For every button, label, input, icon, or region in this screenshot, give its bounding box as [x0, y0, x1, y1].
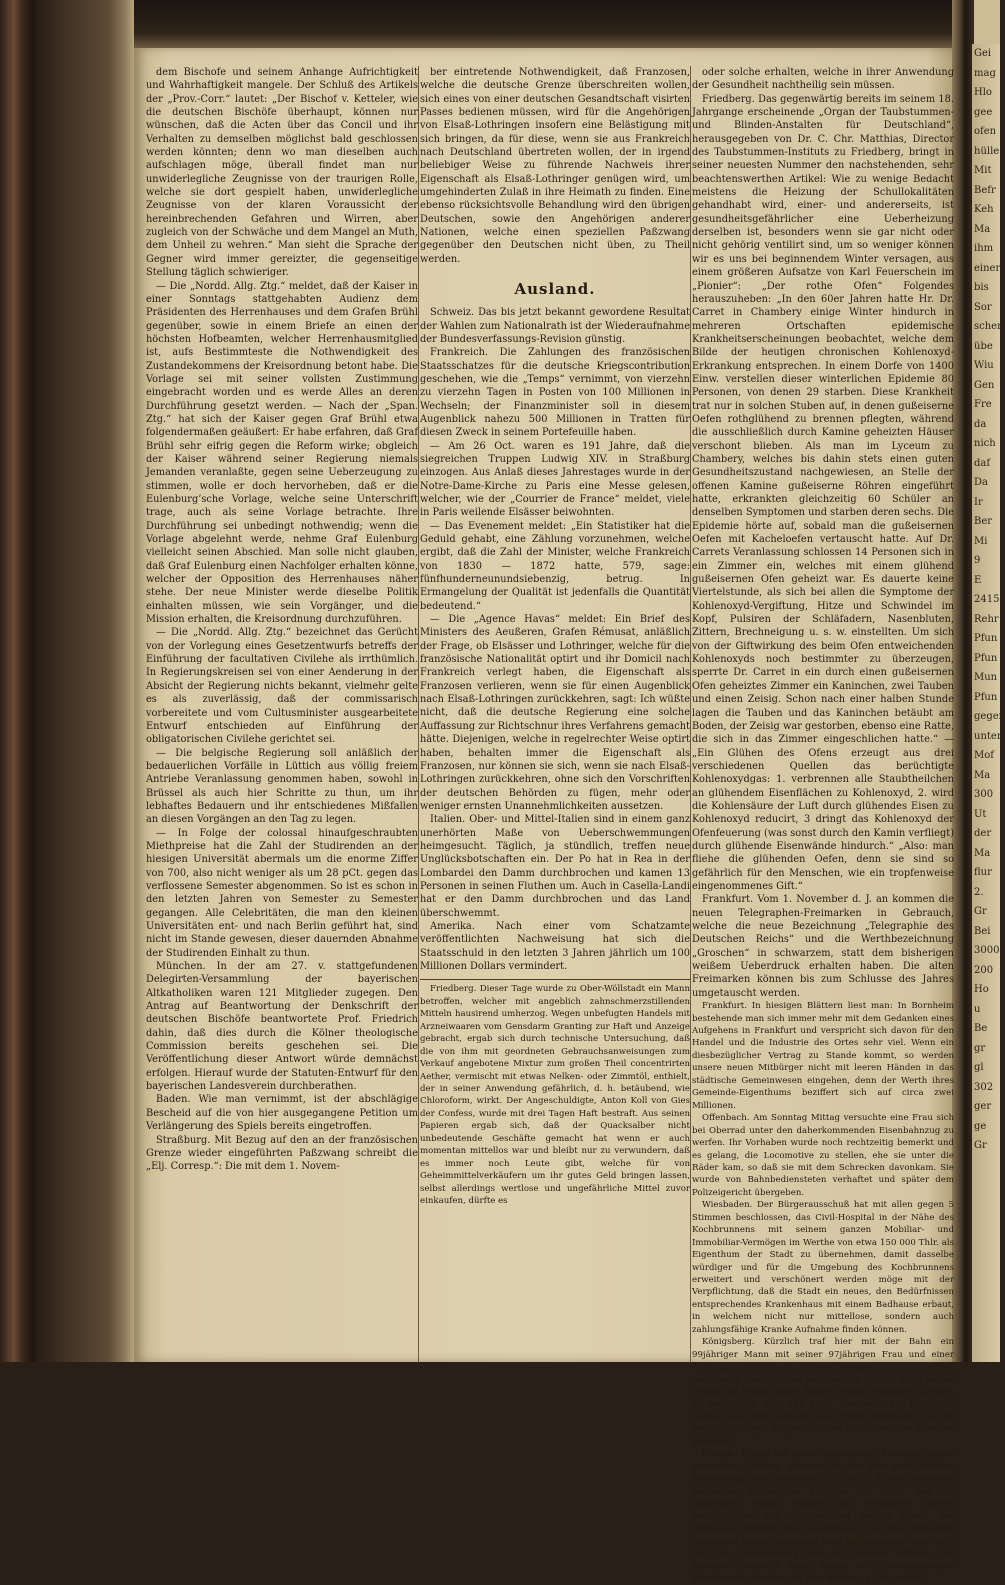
- margin-fragment: Befr: [974, 184, 996, 196]
- margin-fragment: E: [974, 574, 982, 586]
- margin-fragment: 2.: [974, 886, 984, 898]
- margin-fragment: der: [974, 828, 992, 839]
- margin-fragment: Pfun: [974, 652, 998, 664]
- column-2: [420, 66, 690, 1362]
- margin-fragment: Hlo: [974, 87, 992, 98]
- margin-fragment: Pfun: [974, 633, 998, 644]
- margin-fragment: Da: [974, 477, 988, 488]
- margin-fragment: Ma: [974, 769, 991, 781]
- margin-fragment: Mi: [974, 535, 988, 547]
- margin-fragment: Gen: [974, 379, 995, 391]
- margin-fragment: ge: [974, 1120, 987, 1132]
- margin-fragment: 2415: [974, 594, 1000, 605]
- margin-fragment: Pfun: [974, 691, 998, 703]
- margin-fragment: Ber: [974, 516, 993, 527]
- margin-fragment: schen: [974, 321, 1004, 332]
- margin-fragment: Rehr: [974, 613, 999, 625]
- article-paragraph: oder solche erhalten, welche in ihrer Anwendung der Gesundheit nachtheilig sein müssen.: [692, 67, 954, 92]
- page-top-shadow: [134, 0, 974, 48]
- margin-fragment: Wiu: [974, 360, 994, 371]
- margin-fragment: u: [974, 1003, 981, 1015]
- margin-fragment: flur: [974, 867, 992, 878]
- local-news-paragraph: Offenbach. Am Sonntag Mittag versuchte eine Frau sich bei Oberrad unter den daherkommenden Eisenbahnzug zu werfen. Ihr Vorhaben wurde noch rechtzeitig bemerkt und es gelang, die Locomotive zu stellen, ehe sie unter die Räder kam, so daß sie mit dem Schrecken davonkam. Sie wurde von Bahnbediensteten verhaftet und später dem Polizeigericht übergeben.: [692, 1113, 954, 1198]
- margin-fragment: bis: [974, 282, 989, 293]
- article-paragraph: Schweiz. Das bis jetzt bekannt gewordene Resultat der Wahlen zum Nationalrath ist der Wiederaufnahme der Bundesverfassungs-Revision günstig.: [420, 307, 690, 345]
- margin-fragment: gee: [974, 106, 993, 118]
- article-paragraph: ber eintretende Nothwendigkeit, daß Franzosen, welche die deutsche Grenze überschreiten wollen, sich eines von einer deutschen Gesandtschaft visirten Passes bedienen müssen, wird für die Angehörigen von Elsaß-Lothringen insofern eine Belästigung mit sich bringen, da für diese, wenn sie aus Frankreich nach Deutschland übertreten wollen, der in irgend beliebiger Weise zu führende Nachweis ihrer Eigenschaft als Elsaß-Lothringer genügen wird, um umgehinderten Zulaß in ihre Heimath zu finden. Eine ebenso rücksichtsvolle Behandlung wird den übrigen Deutschen, sowie den Angehörigen anderer Nationen, welche einen speziellen Paßzwang gegenüber den Deutschen nicht üben, zu Theil werden.: [420, 67, 690, 265]
- column-rule: [418, 66, 419, 1362]
- margin-fragment: Ut: [974, 808, 987, 820]
- margin-fragment: gl: [974, 1062, 984, 1073]
- article-paragraph: Frankfurt. Vom 1. November d. J. an kommen die neuen Telegraphen-Freimarken in Gebrauch, welche die neue Bezeichnung „Telegraphie des Deutschen Reichs“ und die Werthbezeichnung „Groschen“ in schwarzem, statt dem bisherigen weißem Ueberdruck erhalten haben. Die alten Freimarken können bis zum Schlusse des Jahres umgetauscht werden.: [692, 894, 954, 999]
- margin-fragment: Gr: [974, 1140, 987, 1151]
- margin-fragment: Ir: [974, 496, 983, 508]
- column-3: [692, 66, 954, 1584]
- margin-fragment: gr: [974, 1042, 986, 1054]
- margin-fragment: Mit: [974, 165, 992, 176]
- book-gutter: [952, 0, 974, 1362]
- local-news-paragraph: Friedberg. Dieser Tage wurde zu Ober-Wöllstadt ein Mann betroffen, welcher mit angeblich zahnschmerzstillenden Mitteln hausirend umherzog. Wegen unbefugten Handels mit Arzneiwaaren vom Gensdarm Granting zur Haft und Anzeige gebracht, ergab sich durch technische Untersuchung, daß die von ihm mit geordneten Gebrauchsanweisungen zum Verkauf angebotene Mixtur zum großen Theil concentrirten Aether, vermischt mit etwas Nelken- oder Zimmtöl, enthielt, der in seiner Anwendung gefährlich, d. h. betäubend, wie Chloroform, wirkt. Der Angeschuldigte, Anton Koll von Gies der Confess, wurde mit drei Tagen Haft bestraft. Aus seinen Papieren ergab sich, daß der Quacksalber nicht unbedeutende Geschäfte gemacht hat wenn er auch momentan mittellos war und bleibt nur zu verwundern, daß es immer noch Leute gibt, welche für von Geheimmittelverkäufern um ihr gutes Geld bringen lassen, selbst allerdings wertlose und ungefährliche Mittel zuvor einkaufen, dürfte es: [420, 984, 690, 1207]
- margin-fragment: Fre: [974, 399, 992, 410]
- margin-fragment: da: [974, 418, 987, 430]
- article-paragraph: — Das Evenement meldet: „Ein Statistiker hat die Geduld gehabt, eine Zählung vorzunehmen, welche ergibt, daß die Zahl der Minister, welche Frankreich von 1830 — 1872 hatte, 579, sage: fünfhunderneunundsiebenzig, betrug. In Ermangelung der Qualität ist jedenfalls die Quantität bedeutend.“: [420, 520, 690, 612]
- article-paragraph: — Die „Nordd. Allg. Ztg.“ bezeichnet das Gerücht von der Vorlegung eines Gesetzentwurfs betreffs der Einführung der facultativen Civilehe als irrthümlich. In Regierungskreisen sei von einer Aenderung in der Absicht der Regierung nichts bekannt, vielmehr gelte es als zuverlässig, daß der commissarisch vorbereitete und vom Cultusminister ausgearbeitete Entwurf entschieden auf Einführung der obligatorischen Civilehe gerichtet sei.: [146, 627, 418, 746]
- section-divider: [420, 979, 690, 980]
- local-news-paragraph: Lüttich. Ueber die schon berichteten Beschimpfungen deutscher Soldaten gelegentlich der hier stattgehabten Einweihung eines Denkmals für die im Kriege gefallenen belgischen Freiwilligen erfahren wir noch, daß die Ruhestörer einige Fahnen mit deutschen Farben herabgerissen und die Ordnung gestört haben. Der belgische Minister des Auswärtigen hat den deutschen Gesandten seines Bedauerns über die Vorgänge versichert, und die Untersuchung wird mit Strenge geführt. Der deutsche Gesandte hatte wegen der Polizeimaßregeln Beschwerde erhoben, die ihre Wirkung nicht verfehlt.: [692, 1449, 954, 1584]
- margin-fragment: ofen: [974, 126, 997, 137]
- margin-fragment: Ma: [974, 223, 991, 235]
- margin-fragment: 9: [974, 555, 981, 566]
- margin-fragment: Gr: [974, 906, 987, 917]
- section-heading: Ausland.: [514, 280, 596, 299]
- margin-fragment: Mof: [974, 750, 994, 761]
- column-rule: [690, 66, 691, 1362]
- margin-fragment: Sor: [974, 301, 992, 313]
- margin-fragment: Mun: [974, 672, 998, 683]
- local-news-paragraph: Wiesbaden. Der Bürgerausschuß hat mit allen gegen 5 Stimmen beschlossen, das Civil-Hospital in der Nähe des Kochbrunnens mit seinem ganzen Mobiliar- und Immobiliar-Vermögen im Werthe von etwa 150 000 Thlr. als Eigenthum der Stadt zu übernehmen, damit dasselbe würdiger und für die Umgebung des Kochbrunnens erweitert und verschönert werden möge mit der Verpflichtung, daß die Stadt ein neues, den Bedürfnissen entsprechendes Krankenhaus mit einem Badhause erbaut, in welchem nicht nur mittellose, sondern auch zahlungsfähige Kranke Aufnahme finden können.: [692, 1200, 954, 1335]
- article-paragraph: — Die „Agence Havas“ meldet: Ein Brief des Ministers des Aeußeren, Grafen Rémusat, anläßlich der Frage, ob Elsässer und Lothringer, welche für die französische Nationalität optirt und ihr Domicil nach Frankreich verlegt haben, die Eigenschaft als Franzosen verlieren, wenn sie für einen Augenblick nach Elsaß-Lothringen zurückkehren, sagt: Ich wüßte nicht, daß die deutsche Regierung eine solche Auffassung zur Richtschnur ihres Verfahrens gemacht hätte. Diejenigen, welche in regelrechter Weise optirt haben, behalten immer die Eigenschaft als Franzosen, nur können sie sich, wenn sie nach Elsaß-Lothringen zurückkehren, ohne sich den Vorschriften der deutschen Behörden zu fügen, mehr oder weniger ernsten Unannehmlichkeiten aussetzen.: [420, 614, 690, 812]
- margin-fragment: 300: [974, 789, 994, 800]
- article-paragraph: dem Bischofe und seinem Anhange Aufrichtigkeit und Wahrhaftigkeit mangele. Der Schluß des Artikels der „Prov.-Corr.“ lautet: „Der Bischof v. Ketteler, wie die deutschen Bischöfe überhaupt, können nur wünschen, daß die Acten über das Concil und ihr Verhalten zu demselben möglichst bald geschlossen werden könnten; denn wo man dieselben auch aufschlagen möge, überall findet man nur unwiderlegliche Zeugnisse von der traurigen Rolle, welche sie dort gespielt haben, unwiderlegliche Zeugnisse von der klaren Voraussicht der hereinbrechenden Gefahren und Wirren, aber zugleich von der Schwäche und dem Mangel an Muth, dem Unheil zu wehren.“ Man sieht die Sprache der Gegner wird immer gereizter, die gegenseitige Stellung täglich schwieriger.: [146, 67, 418, 279]
- margin-fragment: unter: [974, 730, 1002, 742]
- article-paragraph: Amerika. Nach einer vom Schatzamte veröffentlichten Nachweisung hat sich die Staatsschuld in den letzten 3 Jahren jährlich um 100 Millionen Dollars vermindert.: [420, 920, 690, 972]
- article-paragraph: Frankreich. Die Zahlungen des französischen Staatsschatzes für die deutsche Kriegscontribution geschehen, wie die „Temps“ vernimmt, von vierzehn zu vierzehn Tagen in Posten von 100 Millionen in Wechseln; der Finanzminister soll in diesem Augenblick nahezu 500 Millionen in Tratten für diesen Zweck in seinem Portefeuille haben.: [420, 347, 690, 439]
- margin-fragment: Bei: [974, 925, 991, 937]
- margin-fragment: Gei: [974, 48, 992, 59]
- margin-fragment: 200: [974, 964, 994, 976]
- margin-fragment: gegen: [974, 711, 1005, 722]
- margin-fragment: 3000: [974, 945, 1000, 956]
- article-paragraph: — In Folge der colossal hinaufgeschraubten Miethpreise hat die Zahl der Studirenden an der hiesigen Universität abermals um die enorme Ziffer von 700, also nicht weniger als um 28 pCt. gegen das verflossene Semester abgenommen. So ist es schon in den letzten Jahren von Semester zu Semester gegangen. Alle Celebritäten, die man den kleinen Universitäten ent- und nach Berlin geführt hat, sind nicht im Stande gewesen, dieser dauernden Abnahme der Studirenden Einhalt zu thun.: [146, 827, 418, 959]
- margin-fragment: daf: [974, 457, 991, 469]
- adjacent-page-fragment: [972, 44, 1005, 1362]
- margin-fragment: 302: [974, 1081, 994, 1093]
- article-paragraph: — Am 26 Oct. waren es 191 Jahre, daß die siegreichen Truppen Ludwig XIV. in Straßburg einzogen. Aus Anlaß dieses Jahrestages wurde in der Notre-Dame-Kirche zu Paris eine Messe gelesen, welcher, wie der „Courrier de France“ meldet, viele in Paris weilende Elsässer beiwohnten.: [420, 440, 690, 519]
- margin-fragment: einer: [974, 262, 1001, 274]
- margin-fragment: Be: [974, 1023, 988, 1034]
- margin-fragment: hülle: [974, 145, 1000, 157]
- article-paragraph: Italien. Ober- und Mittel-Italien sind in einem ganz unerhörten Maße von Ueberschwemmungen heimgesucht. Täglich, ja stündlich, treffen neue Unglücksbotschaften ein. Der Po hat in Rea in der Lombardei den Damm durchbrochen und kamen 13 Personen in seinen Fluthen um. Auch in Casella-Landi hat er den Damm durchbrochen und das Land überschwemmt.: [420, 814, 690, 919]
- column-1: [146, 66, 418, 1362]
- article-paragraph: Friedberg. Das gegenwärtig bereits im seinem 18. Jahrgange erscheinende „Organ der Taubstummen- und Blinden-Anstalten für Deutschland“, herausgegeben von Dr. C. Chr. Matthias, Director des Taubstummen-Instituts zu Friedberg, bringt in seiner neuesten Nummer den nachstehenden, sehr beachtenswerthen Artikel: Wie zu wenige Bedacht meistens die Heizung der Schullokalitäten gehandhabt wird, einer- und andererseits, ist gesundheitsgefährlicher eine Ueberheizung derselben ist, besonders wenn sie gar nicht oder nicht gehörig ventilirt sind, um so weniger können wir es uns bei beginnendem Winter versagen, aus einem größeren Aufsatze von Karl Feuerschein im „Pionier“: „Der rothe Ofen“ Folgendes herauszuheben: „In den 60er Jahren hatte Hr. Dr. Carret in Chambery einige Winter hindurch in mehreren Ortschaften epidemische Krankheitserscheinungen beobachtet, welche dem Bilde der heutigen chronischen Kohlenoxyd-Erkrankung entsprechen. In einem Dorfe von 1400 Einw. verstellen dieser winterlichen Epidemie 80 Personen, von denen 29 starben. Diese Krankheit trat nur in solchen Stuben auf, in denen gußeiserne Oefen rothglühend zu brennen pflegten, während die ausschließlich durch Kamine geheizten Häuser verschont blieben. Als man im Lyceum zu Chambery, welches bis dahin stets einen guten Gesundheitszustand nachgewiesen, an Stelle der offenen Kamine gußeiserne Röhren eingeführt hatte, erkrankten gleichzeitig 60 Schüler an denselben Symptomen und starben deren sechs. Die Epidemie hörte auf, sobald man die gußeisernen Oefen mit Kacheloefen vertauscht hatte. Auf Dr. Carrets Veranlassung schlossen 14 Personen sich in ein Zimmer ein, welches mit einem glühend gußeisernen Ofen geheizt war. Es dauerte keine Viertelstunde, als sich bei allen die Symptome der Kohlenoxyd-Vergiftung, Hitze und Schwindel im Kopf, Pulsiren der Schläfadern, Nasenbluten, Zittern, Brechneigung u. s. w. einstellten. Um sich von der Giftwirkung des beim Ofen entweichenden Kohlenoxyds noch bestimmter zu überzeugen, sperrte Dr. Carret in ein durch einen gußeisernen Ofen geheiztes Zimmer ein Kaninchen, zwei Tauben und einen Zeisig. Schon nach einer halben Stunde lagen die Tauben und das Kaninchen betäubt am Boden, der Zeisig war gestorben, ebenso eine Ratte, die sich in das Zimmer eingeschlichen hatte.“ — „Ein Glühen des Ofens erzeugt aus drei verschiedenen Quellen das berüchtigte Kohlenoxydgas: 1. verbrennen alle Staubtheilchen an glühendem Eisenflächen zu Kohlenoxyd, 2. wird die Kohlensäure der Luft durch glühendes Eisen zu Kohlenoxyd reducirt, 3 dringt das Kohlenoxyd der Ofenfeuerung (was sonst durch den Kamin verfliegt) durch glühende Eisenwände hindurch.“ „Also: man fliehe die glühenden Oefen, denn sie sind so gefährlich für den Menschen, wie ein tropfenweise eingenommenes Gift.“: [692, 93, 954, 892]
- article-paragraph: — Die „Nordd. Allg. Ztg.“ meldet, daß der Kaiser in einer Sonntags stattgehabten Audienz dem Präsidenten des Herrenhauses und dem Grafen Brühl gegenüber, sowie in einem Briefe an einen der höchsten Hofbeamten, welcher Herrenhausmitglied ist, aufs Bestimmteste die Nothwendigkeit des Zustandekommens der Kreisordnung betont habe. Die Vorlage sei mit seiner vollsten Zustimmung eingebracht worden und es werde Alles an deren Durchführung gesetzt werden. — Nach der „Span. Ztg.“ hat sich der Kaiser gegen Graf Brühl etwa folgendermaßen geäußert: Er habe erfahren, daß Graf Brühl sehr eifrig gegen die Reform wirke; obgleich der Kaiser während seiner Regierung niemals Jemanden veranlaßte, gegen seine Ueberzeugung zu stimmen, wolle er doch hervorheben, daß er die Eulenburg’sche Vorlage, welche seine Unterschrift trage, auch als seine Vorlage betrachte. Ihre Durchführung sei unbedingt nothwendig; wenn die Vorlage abgelehnt werde, nehme Graf Eulenburg vielleicht seinen Abschied. Man solle nicht glauben, daß Graf Eulenburg einen Nachfolger erhalten könne, welcher der Opposition des Herrenhauses näher stehe. Der neue Minister werde dieselbe Politik einhalten müssen, wie sein Vorgänger, und die Mission erhalten, die Kreisordnung durchzuführen.: [146, 280, 418, 626]
- article-paragraph: München. In der am 27. v. stattgefundenen Delegirten-Versammlung der bayerischen Altkatholiken waren 121 Mitglieder zugegen. Den Antrag auf Beantwortung der Denkschrift der deutschen Bischöfe beantwortete Prof. Friedrich dahin, daß dies durch die Kölner theologische Commission bereits geschehen sei. Die Veröffentlichung dieser Antwort würde demnächst erfolgen. Hierauf wurde der Statuten-Entwurf für den bayerischen Landesverein durchberathen.: [146, 961, 418, 1093]
- article-paragraph: — Die belgische Regierung soll anläßlich der bedauerlichen Vorfälle in Lüttich aus völlig freiem Antriebe Veranlassung genommen haben, sowohl in Brüssel als auch hier Schritte zu thun, um ihr lebhaftes Bedauern und ihr entschiedenes Mißfallen an diesen Vorgängen an den Tag zu legen.: [146, 747, 418, 826]
- article-paragraph: Baden. Wie man vernimmt, ist der abschlägige Bescheid auf die von hier ausgegangene Petition um Verlängerung des Spiels bereits eingetroffen.: [146, 1094, 418, 1133]
- margin-fragment: ihm: [974, 243, 994, 254]
- margin-fragment: Ho: [974, 984, 989, 995]
- margin-fragment: mag: [974, 67, 996, 79]
- margin-fragment: nich: [974, 438, 996, 449]
- margin-fragment: übe: [974, 340, 993, 352]
- margin-fragment: Ma: [974, 847, 991, 859]
- local-news-paragraph: Königsberg. Kürzlich traf hier mit der Bahn ein 99jähriger Mann mit seiner 97jährigen Frau und einer 71jährigen Tochter ein, der zur fürbegren Dochte in seines Geburtsort zurückziehen will, um die letzten Jahre seines Lebens im Hause seines Sohnes, eines 74jährigen Greises, zu verbringen. Der alte Herr, dem man die Rüstigkeit seines Alters nicht ansieht, war früher Wehrmann, hat die Befreiungskriege mitgemacht und ist Inhaber des Eisernen Kreuzes.: [692, 1337, 954, 1447]
- article-paragraph: Straßburg. Mit Bezug auf den an der französischen Grenze wieder eingeführten Paßzwang schreibt die „Elj. Corresp.“: Die mit dem 1. Novem-: [146, 1134, 418, 1173]
- margin-fragment: ger: [974, 1101, 992, 1112]
- local-news-paragraph: Frankfurt. In hiesigen Blättern liest man: In Bornheim bestehende man sich immer mehr mit dem Gedanken eines Aufgehens in Frankfurt und verspricht sich davon für den Handel und die Industrie des Ortes sehr viel. Wenn ein diesbezüglicher Vertrag zu Stande kommt, so werden unsere neuen Mitbürger nicht mit leeren Händen in das städtische Gemeinwesen eingehen, denn der Werth ihres Gemeinde-Eigenthums beziffert sich auf circa zwei Millionen.: [692, 1001, 954, 1111]
- margin-fragment: Keh: [974, 204, 994, 215]
